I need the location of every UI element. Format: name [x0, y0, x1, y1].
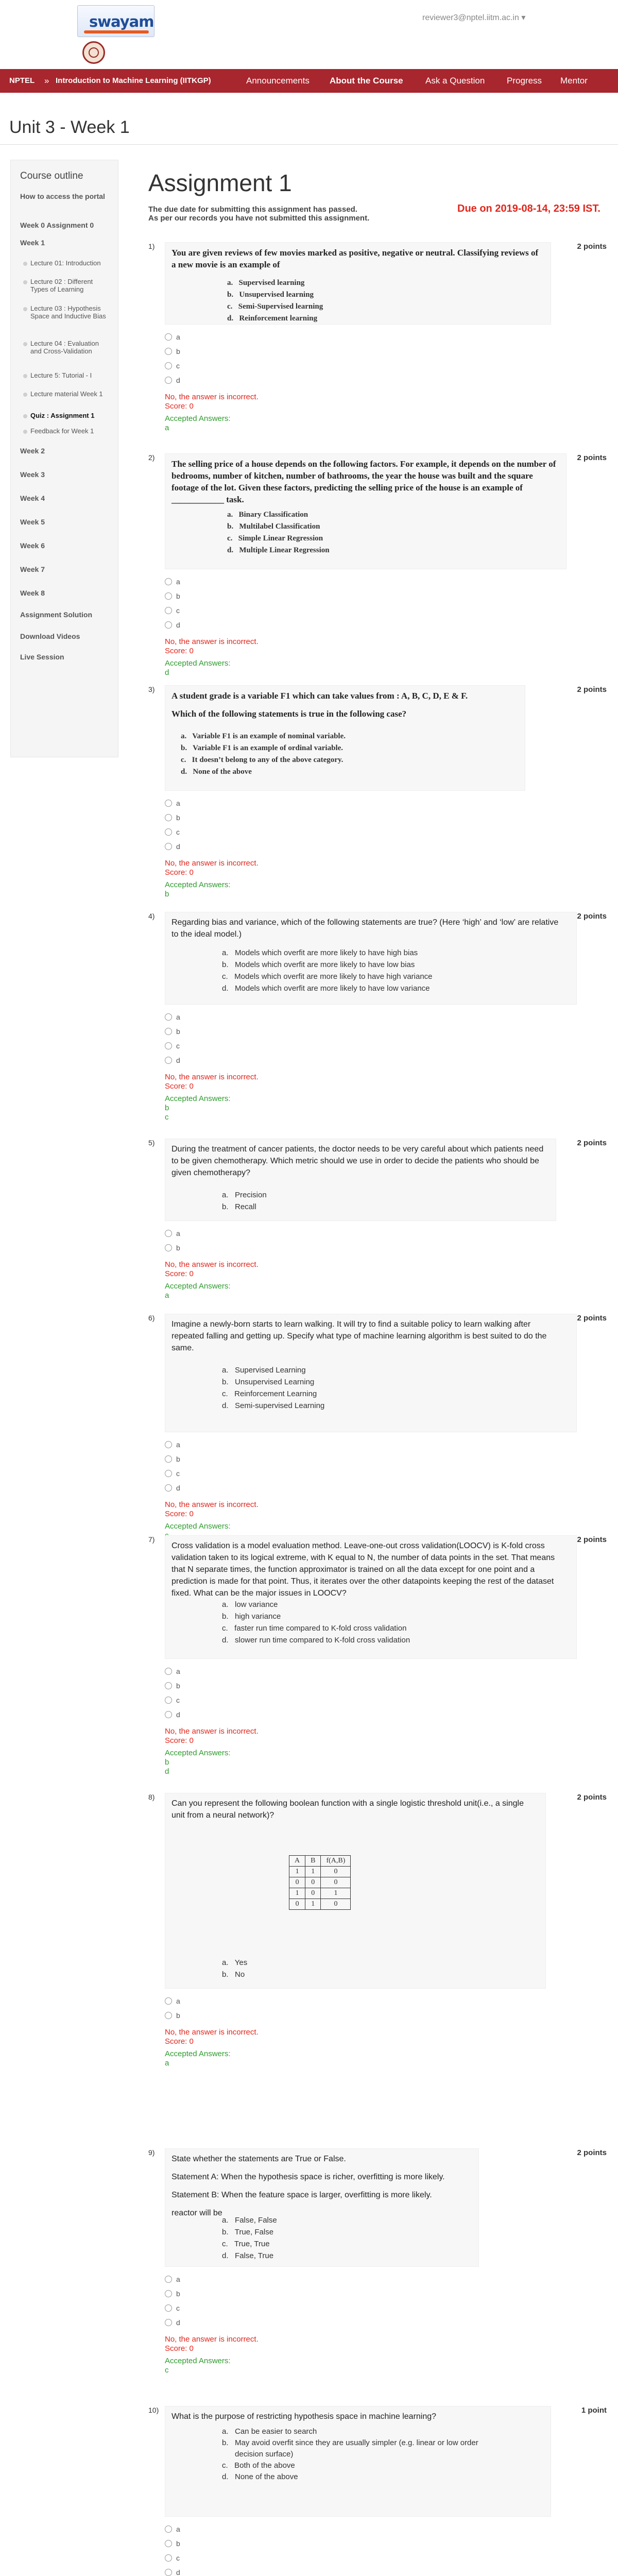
- answer-option: b. Models which overfit are more likely to have low bias: [222, 960, 415, 969]
- question-text-line: During the treatment of cancer patients, the doctor needs to be very careful about which patients need to be given chemotherapy. Which metric should we use in order to decide the patients who should be given chemotherapy?: [171, 1145, 544, 1177]
- accepted-answer-value: a: [165, 1291, 169, 1300]
- question-text: [171, 247, 542, 270]
- radio-button[interactable]: [165, 607, 172, 614]
- nav-course-link[interactable]: Introduction to Machine Learning (IITKGP): [56, 76, 211, 85]
- question-text: [171, 917, 563, 940]
- radio-button[interactable]: [165, 1244, 172, 1251]
- assignment-content: [140, 160, 618, 2576]
- seal-inner: [89, 47, 99, 58]
- question-text-line: State whether the statements are True or False.: [171, 2155, 346, 2163]
- radio-button[interactable]: [165, 2276, 172, 2283]
- sidebar-item[interactable]: Week 4: [20, 494, 45, 502]
- answer-option: b. Variable F1 is an example of ordinal variable.: [181, 744, 344, 752]
- radio-label: a: [176, 1440, 180, 1449]
- question-text: [171, 1318, 563, 1354]
- accepted-answers-label: Accepted Answers:: [165, 414, 231, 423]
- question-number: 5): [148, 1139, 155, 1147]
- sidebar-item[interactable]: Lecture 01: Introduction: [30, 259, 108, 267]
- accepted-answer-value: d: [165, 1767, 169, 1776]
- answer-option: b. Unsupervised Learning: [222, 1378, 315, 1386]
- radio-button[interactable]: [165, 843, 172, 850]
- sidebar-heading: Course outline: [20, 171, 83, 181]
- question-box: [165, 912, 577, 1005]
- sidebar-item[interactable]: Week 2: [20, 447, 45, 455]
- sidebar-item[interactable]: Live Session: [20, 653, 64, 661]
- answer-option: a. Supervised learning: [227, 279, 305, 287]
- question-text-line: A student grade is a variable F1 which can take values from : A, B, C, D, E & F.: [171, 691, 468, 701]
- radio-label: b: [176, 2290, 180, 2298]
- sidebar-item[interactable]: Lecture material Week 1: [30, 390, 108, 398]
- answer-option: a. False, False: [222, 2216, 277, 2225]
- answer-option: a. Models which overfit are more likely to have high bias: [222, 948, 418, 957]
- nav-ask-question[interactable]: Ask a Question: [425, 76, 485, 86]
- question-text-line: Statement B: When the feature space is larger, overfitting is more likely.: [171, 2191, 432, 2199]
- question-box: [165, 1793, 546, 1989]
- sidebar-item[interactable]: Lecture 5: Tutorial - I: [30, 371, 108, 379]
- question-text: [171, 1540, 568, 1599]
- question-text: [171, 2411, 542, 2422]
- unit-title: Unit 3 - Week 1: [9, 117, 130, 137]
- accepted-answers-label: Accepted Answers:: [165, 1749, 231, 1757]
- radio-label: a: [176, 578, 180, 586]
- truth-table-cell: 1: [305, 1867, 321, 1877]
- accepted-answer-value: c: [165, 2366, 169, 2375]
- deadline-passed-line-2: As per our records you have not submitted this assignment.: [148, 214, 370, 223]
- accepted-answers-label: Accepted Answers:: [165, 1522, 231, 1531]
- answer-option: b. high variance: [222, 1612, 281, 1621]
- incorrect-feedback: No, the answer is incorrect.: [165, 1073, 259, 1081]
- question-box: [165, 1139, 556, 1221]
- due-date: Due on 2019-08-14, 23:59 IST.: [457, 203, 600, 214]
- radio-button[interactable]: [165, 2540, 172, 2547]
- question-text-line: Can you represent the following boolean function with a single logistic threshold unit(i.e., a single unit from a neural network)?: [171, 1799, 524, 1820]
- sidebar-item[interactable]: Lecture 04 : Evaluation and Cross-Validation: [30, 340, 108, 355]
- radio-button[interactable]: [165, 2319, 172, 2326]
- divider: [0, 144, 618, 145]
- answer-option: a. Variable F1 is an example of nominal variable.: [181, 732, 346, 740]
- incorrect-feedback: No, the answer is incorrect.: [165, 859, 259, 868]
- answer-option: b. Recall: [222, 1202, 256, 1211]
- question-number: 1): [148, 242, 155, 250]
- radio-button[interactable]: [165, 1682, 172, 1689]
- deadline-passed-note: [148, 205, 369, 223]
- score-text: Score: 0: [165, 868, 194, 877]
- answer-option: d. False, True: [222, 2251, 274, 2260]
- radio-label: c: [176, 362, 180, 370]
- truth-table-row: [289, 1867, 351, 1877]
- institute-seal-icon: [82, 41, 105, 64]
- bullet-dot-icon: [23, 393, 27, 397]
- truth-table-row: [289, 1877, 351, 1888]
- answer-option: d. Semi-supervised Learning: [222, 1401, 325, 1410]
- question-text-line: Statement A: When the hypothesis space is richer, overfitting is more likely.: [171, 2173, 445, 2181]
- bullet-dot-icon: [23, 262, 27, 266]
- bullet-dot-icon: [23, 307, 27, 311]
- question-text: [171, 1798, 537, 1821]
- question-points: 2 points: [577, 1139, 607, 1147]
- question-text-line: Which of the following statements is true in the following case?: [171, 709, 407, 719]
- answer-option: a. Supervised Learning: [222, 1366, 306, 1375]
- incorrect-feedback: No, the answer is incorrect.: [165, 1727, 259, 1736]
- score-text: Score: 0: [165, 1082, 194, 1091]
- question-box: [165, 2406, 551, 2517]
- sidebar-item[interactable]: Lecture 03 : Hypothesis Space and Inductive Bias: [30, 304, 108, 320]
- radio-label: b: [176, 347, 180, 355]
- question-box: [165, 1314, 577, 1432]
- radio-button[interactable]: [165, 1013, 172, 1021]
- nav-mentor[interactable]: Mentor: [560, 76, 588, 86]
- question-number: 9): [148, 2148, 155, 2157]
- radio-button[interactable]: [165, 2569, 172, 2576]
- sidebar-item[interactable]: Lecture 02 : Different Types of Learning: [30, 278, 108, 293]
- sidebar-item[interactable]: Week 5: [20, 518, 45, 526]
- answer-option: d. Multiple Linear Regression: [227, 546, 330, 554]
- question-number: 4): [148, 912, 155, 920]
- question-points: 2 points: [577, 1314, 607, 1323]
- answer-option: c. faster run time compared to K-fold cross validation: [222, 1624, 407, 1633]
- score-text: Score: 0: [165, 1269, 194, 1278]
- accepted-answers-label: Accepted Answers:: [165, 2049, 231, 2058]
- question-text: [171, 2153, 470, 2219]
- radio-label: b: [176, 2011, 180, 2020]
- answer-option: b. True, False: [222, 2228, 274, 2236]
- radio-button[interactable]: [165, 1997, 172, 2005]
- deadline-passed-line-1: The due date for submitting this assignment has passed.: [148, 205, 357, 214]
- answer-option: c. Simple Linear Regression: [227, 534, 323, 543]
- question-text-line: The selling price of a house depends on the following factors. For example, it depends on the number of bedrooms, number of kitchen, number of bathrooms, the year the house was built and the square footage of the lot. Given these factors, predicting the selling price of the house is an example of ____________ task.: [171, 459, 556, 504]
- top-header: [0, 0, 618, 69]
- truth-table-cell: 0: [289, 1899, 305, 1910]
- answer-option: d. None of the above: [222, 2472, 298, 2481]
- truth-table-header: B: [305, 1856, 321, 1867]
- radio-label: c: [176, 2554, 180, 2562]
- answer-option: b. May avoid overfit since they are usually simpler (e.g. linear or low order: [222, 2438, 478, 2447]
- accepted-answer-value: d: [165, 668, 169, 677]
- radio-button[interactable]: [165, 1697, 172, 1704]
- truth-table-cell: 1: [321, 1888, 351, 1899]
- question-number: 6): [148, 1314, 155, 1322]
- radio-label: a: [176, 1229, 180, 1238]
- incorrect-feedback: No, the answer is incorrect.: [165, 1260, 259, 1269]
- nav-about-course[interactable]: About the Course: [330, 76, 403, 86]
- radio-label: d: [176, 2568, 180, 2576]
- question-text: [171, 690, 517, 720]
- question-number: 2): [148, 453, 155, 462]
- answer-option: d. slower run time compared to K-fold cross validation: [222, 1636, 410, 1645]
- question-text-line: You are given reviews of few movies marked as positive, negative or neutral. Classifying reviews of a new movie is an example of: [171, 248, 539, 269]
- answer-option: b. Unsupervised learning: [227, 291, 314, 299]
- truth-table-cell: 0: [321, 1867, 351, 1877]
- answer-option: a. Precision: [222, 1191, 267, 1199]
- truth-table-header: f(A,B): [321, 1856, 351, 1867]
- radio-button[interactable]: [165, 1042, 172, 1049]
- nav-brand[interactable]: NPTEL: [9, 76, 35, 85]
- radio-label: a: [176, 1667, 180, 1675]
- truth-table-cell: 1: [305, 1899, 321, 1910]
- question-points: 2 points: [577, 1535, 607, 1544]
- sidebar-item[interactable]: Week 7: [20, 565, 45, 573]
- truth-table: [289, 1855, 351, 1910]
- question-text: [171, 1143, 547, 1179]
- bullet-dot-icon: [23, 342, 27, 346]
- accepted-answer-value: a: [165, 423, 169, 432]
- truth-table-row: [289, 1888, 351, 1899]
- assignment-title: Assignment 1: [148, 170, 292, 196]
- accepted-answers-label: Accepted Answers:: [165, 1094, 231, 1103]
- question-box: [165, 1535, 577, 1659]
- sidebar-item[interactable]: Download Videos: [20, 632, 80, 640]
- truth-table-header: A: [289, 1856, 305, 1867]
- accepted-answer-value: b: [165, 1758, 169, 1767]
- radio-label: d: [176, 1056, 180, 1064]
- score-text: Score: 0: [165, 1736, 194, 1745]
- truth-table-cell: 1: [289, 1888, 305, 1899]
- radio-button[interactable]: [165, 578, 172, 585]
- logo-underline: [84, 30, 149, 33]
- question-number: 7): [148, 1535, 155, 1544]
- radio-label: d: [176, 1484, 180, 1492]
- radio-label: d: [176, 1710, 180, 1719]
- radio-button[interactable]: [165, 1484, 172, 1492]
- radio-label: d: [176, 842, 180, 851]
- radio-label: b: [176, 2539, 180, 2548]
- accepted-answer-value: c: [165, 1113, 169, 1122]
- radio-label: c: [176, 1696, 180, 1704]
- swayam-logo[interactable]: [77, 5, 154, 64]
- radio-label: a: [176, 799, 180, 807]
- answer-option: c. It doesn’t belong to any of the above category.: [181, 756, 344, 764]
- radio-button[interactable]: [165, 1057, 172, 1064]
- radio-button[interactable]: [165, 2012, 172, 2019]
- radio-button[interactable]: [165, 1711, 172, 1718]
- question-points: 2 points: [577, 912, 607, 921]
- radio-label: d: [176, 376, 180, 384]
- radio-label: a: [176, 333, 180, 341]
- sidebar-item[interactable]: Week 8: [20, 589, 45, 597]
- radio-button[interactable]: [165, 2304, 172, 2312]
- radio-label: c: [176, 606, 180, 615]
- accepted-answers-label: Accepted Answers:: [165, 659, 231, 668]
- radio-label: c: [176, 828, 180, 836]
- question-text-line: What is the purpose of restricting hypothesis space in machine learning?: [171, 2412, 437, 2421]
- incorrect-feedback: No, the answer is incorrect.: [165, 1500, 259, 1509]
- radio-button[interactable]: [165, 1470, 172, 1477]
- radio-button[interactable]: [165, 1028, 172, 1035]
- radio-button[interactable]: [165, 621, 172, 629]
- radio-label: b: [176, 592, 180, 600]
- accepted-answers-label: Accepted Answers:: [165, 880, 231, 889]
- bullet-dot-icon: [23, 280, 27, 284]
- radio-label: d: [176, 2318, 180, 2327]
- radio-button[interactable]: [165, 1230, 172, 1237]
- accepted-answer-value: b: [165, 890, 169, 899]
- score-text: Score: 0: [165, 2037, 194, 2046]
- question-box: [165, 685, 525, 791]
- question-text-line: Imagine a newly-born starts to learn walking. It will try to find a suitable policy to learn walking after repeated falling and getting up. Specify what type of machine learning algorithm is best suited to do the same.: [171, 1320, 547, 1352]
- incorrect-feedback: No, the answer is incorrect.: [165, 2335, 259, 2344]
- truth-table-cell: 0: [321, 1877, 351, 1888]
- radio-button[interactable]: [165, 2554, 172, 2562]
- answer-option: b. Multilabel Classification: [227, 522, 320, 531]
- user-menu[interactable]: reviewer3@nptel.iitm.ac.in ▾: [422, 13, 526, 22]
- radio-label: a: [176, 2275, 180, 2283]
- nav-separator: »: [44, 76, 49, 86]
- truth-table-row: [289, 1899, 351, 1910]
- accepted-answers-label: Accepted Answers:: [165, 2357, 231, 2365]
- answer-option: a. Binary Classification: [227, 511, 308, 519]
- radio-button[interactable]: [165, 1455, 172, 1463]
- radio-button[interactable]: [165, 362, 172, 369]
- answer-option: c. Reinforcement Learning: [222, 1389, 317, 1398]
- question-number: 10): [148, 2406, 159, 2414]
- radio-label: b: [176, 1027, 180, 1036]
- logo-banner: [77, 5, 154, 37]
- question-text-line: Regarding bias and variance, which of the following statements are true? (Here ‘high’ and ‘low’ are relative to the ideal model.): [171, 918, 559, 939]
- radio-label: a: [176, 1013, 180, 1021]
- radio-label: b: [176, 814, 180, 822]
- radio-label: b: [176, 1244, 180, 1252]
- question-points: 2 points: [577, 453, 607, 462]
- truth-table-cell: 0: [321, 1899, 351, 1910]
- nav-progress[interactable]: Progress: [507, 76, 542, 86]
- radio-label: c: [176, 1042, 180, 1050]
- logo-text: swayam: [89, 13, 154, 30]
- question-text-line: Cross validation is a model evaluation method. Leave-one-out cross validation(LOOCV) is K-fold cross validation taken to its logical extreme, with K equal to N, the number of data points in the set. That means that N separate times, the function approximator is trained on all the data except for one point and a prediction is made for that point. Thus, it iterates over the other datapoints keeping the rest of the dataset fixed. What can be the major issues in LOOCV?: [171, 1541, 555, 1598]
- question-number: 8): [148, 1793, 155, 1801]
- radio-button[interactable]: [165, 1441, 172, 1448]
- nav-announcements[interactable]: Announcements: [246, 76, 310, 86]
- radio-label: c: [176, 1469, 180, 1478]
- question-points: 1 point: [581, 2406, 607, 2415]
- question-box: [165, 2148, 479, 2267]
- answer-option: c. Semi-Supervised learning: [227, 302, 323, 311]
- answer-option: d. None of the above: [181, 768, 252, 776]
- radio-button[interactable]: [165, 333, 172, 341]
- answer-option: d. Models which overfit are more likely to have low variance: [222, 984, 430, 993]
- course-outline-sidebar: [10, 160, 118, 757]
- answer-option: a. Can be easier to search: [222, 2427, 317, 2436]
- question-box: [165, 453, 566, 569]
- sidebar-item[interactable]: Assignment Solution: [20, 611, 92, 619]
- truth-table-cell: 0: [289, 1877, 305, 1888]
- question-box: [165, 242, 551, 325]
- question-number: 3): [148, 685, 155, 693]
- sidebar-item[interactable]: Week 0 Assignment 0: [20, 221, 94, 229]
- radio-button[interactable]: [165, 800, 172, 807]
- radio-button[interactable]: [165, 592, 172, 600]
- question-text: [171, 458, 558, 505]
- answer-option: c. Models which overfit are more likely to have high variance: [222, 972, 433, 981]
- radio-button[interactable]: [165, 377, 172, 384]
- question-text-line: reactor will be: [171, 2209, 222, 2217]
- radio-label: b: [176, 1455, 180, 1463]
- answer-option: b. No: [222, 1970, 245, 1979]
- answer-option: a. low variance: [222, 1600, 278, 1609]
- course-navbar: [0, 69, 618, 93]
- accepted-answer-value: a: [165, 2059, 169, 2067]
- radio-label: b: [176, 1682, 180, 1690]
- radio-button[interactable]: [165, 2526, 172, 2533]
- radio-button[interactable]: [165, 1668, 172, 1675]
- radio-label: c: [176, 2304, 180, 2312]
- question-points: 2 points: [577, 2148, 607, 2157]
- radio-label: a: [176, 2525, 180, 2533]
- score-text: Score: 0: [165, 2344, 194, 2353]
- answer-option: c. Both of the above: [222, 2461, 295, 2470]
- incorrect-feedback: No, the answer is incorrect.: [165, 2028, 259, 2037]
- truth-table-cell: 0: [305, 1877, 321, 1888]
- sidebar-item[interactable]: Feedback for Week 1: [30, 427, 108, 435]
- sidebar-item[interactable]: Week 3: [20, 470, 45, 479]
- truth-table-cell: 1: [289, 1867, 305, 1877]
- question-points: 2 points: [577, 1793, 607, 1802]
- sidebar-item[interactable]: How to access the portal: [20, 192, 105, 200]
- radio-label: d: [176, 621, 180, 629]
- score-text: Score: 0: [165, 402, 194, 411]
- sidebar-item[interactable]: Week 6: [20, 541, 45, 550]
- sidebar-item[interactable]: Week 1: [20, 239, 45, 247]
- question-points: 2 points: [577, 685, 607, 694]
- answer-option: c. True, True: [222, 2240, 270, 2248]
- score-text: Score: 0: [165, 647, 194, 655]
- answer-option: decision surface): [222, 2450, 294, 2459]
- answer-option: d. Reinforcement learning: [227, 314, 318, 323]
- radio-button[interactable]: [165, 828, 172, 836]
- question-points: 2 points: [577, 242, 607, 251]
- incorrect-feedback: No, the answer is incorrect.: [165, 393, 259, 401]
- bullet-dot-icon: [23, 430, 27, 434]
- accepted-answer-value: b: [165, 1104, 169, 1112]
- bullet-dot-icon: [23, 374, 27, 378]
- score-text: Score: 0: [165, 1510, 194, 1518]
- sidebar-item[interactable]: Quiz : Assignment 1: [30, 412, 108, 419]
- radio-button[interactable]: [165, 814, 172, 821]
- radio-button[interactable]: [165, 348, 172, 355]
- truth-table-cell: 0: [305, 1888, 321, 1899]
- radio-label: a: [176, 1997, 180, 2005]
- incorrect-feedback: No, the answer is incorrect.: [165, 637, 259, 646]
- accepted-answers-label: Accepted Answers:: [165, 1282, 231, 1291]
- answer-option: a. Yes: [222, 1958, 248, 1967]
- bullet-dot-icon: [23, 414, 27, 418]
- radio-button[interactable]: [165, 2290, 172, 2297]
